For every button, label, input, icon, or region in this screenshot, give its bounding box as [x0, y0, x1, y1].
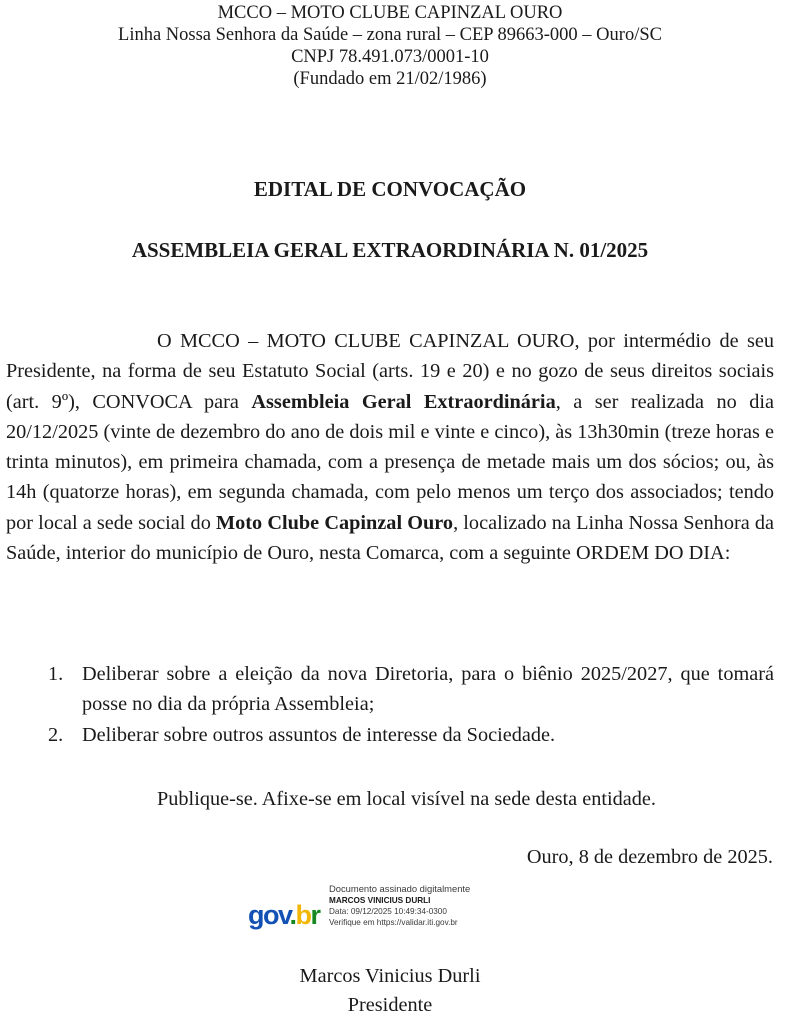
- agenda-item: [48, 720, 774, 750]
- agenda-list: [48, 659, 774, 750]
- club-cnpj: CNPJ 78.491.073/0001-10: [291, 47, 489, 67]
- paragraph-text-2: , a ser realizada no dia 20/12/2025 (vinte de dezembro do ano de dois mil e vinte e cinco), às 13h30min (treze horas e trinta minutos), em primeira chamada, com a presença de metade mais um dos sócios; ou, às 14h (quatorze horas), em segunda chamada, com pelo menos um terço dos associados; tendo por local a sede social do: [6, 390, 774, 534]
- signature-verify: Verifique em https://validar.iti.gov.br: [329, 918, 458, 927]
- signature-details: [329, 882, 470, 928]
- place-and-date: Ouro, 8 de dezembro de 2025.: [526, 846, 773, 868]
- signature-heading: Documento assinado digitalmente: [329, 883, 471, 894]
- agenda-item-text: Deliberar sobre a eleição da nova Diretoria, para o biênio 2025/2027, que tomará posse no dia da própria Assembleia;: [82, 663, 774, 716]
- paragraph-text-3: , localizado na Linha Nossa Senhora da Saúde, interior do município de Ouro, nesta Comarca, com a seguinte ORDEM DO DIA:: [6, 511, 775, 565]
- signer-name: Marcos Vinicius Durli: [299, 965, 481, 987]
- publish-statement: Publique-se. Afixe-se em local visível na sede desta entidade.: [157, 788, 656, 810]
- agenda-item-number: 2.: [48, 723, 64, 746]
- signature-date: Data: 09/12/2025 10:49:34-0300: [329, 907, 447, 916]
- svg-text:gov.br: gov.br: [248, 900, 320, 930]
- paragraph-text-1: O MCCO – MOTO CLUBE CAPINZAL OURO, por intermédio de seu Presidente, na forma de seu Estatuto Social (arts. 19 e 20) e no gozo de seus direitos sociais (art. 9º), CONVOCA para: [6, 330, 774, 413]
- assembly-type-bold: Assembleia Geral Extraordinária: [251, 390, 556, 413]
- club-address: Linha Nossa Senhora da Saúde – zona rural – CEP 89663-000 – Ouro/SC: [118, 25, 662, 45]
- notice-title: EDITAL DE CONVOCAÇÃO: [253, 177, 527, 201]
- assembly-title: ASSEMBLEIA GERAL EXTRAORDINÁRIA N. 01/2025: [131, 238, 649, 262]
- govbr-logo-icon: [247, 897, 323, 931]
- agenda-item: [48, 659, 774, 720]
- signer-role: Presidente: [347, 994, 433, 1016]
- agenda-item-number: 1.: [48, 663, 64, 685]
- convocation-paragraph: [6, 326, 774, 568]
- club-name: MCCO – MOTO CLUBE CAPINZAL OURO: [217, 3, 563, 23]
- agenda-item-text: Deliberar sobre outros assuntos de interesse da Sociedade.: [82, 723, 556, 746]
- digital-signature-stamp: [245, 882, 515, 940]
- club-founded: (Fundado em 21/02/1986): [293, 69, 487, 89]
- signer-block: [0, 962, 780, 1020]
- letterhead: [0, 2, 780, 90]
- signature-signer: MARCOS VINICIUS DURLI: [329, 896, 431, 905]
- club-name-bold: Moto Clube Capinzal Ouro: [216, 511, 454, 534]
